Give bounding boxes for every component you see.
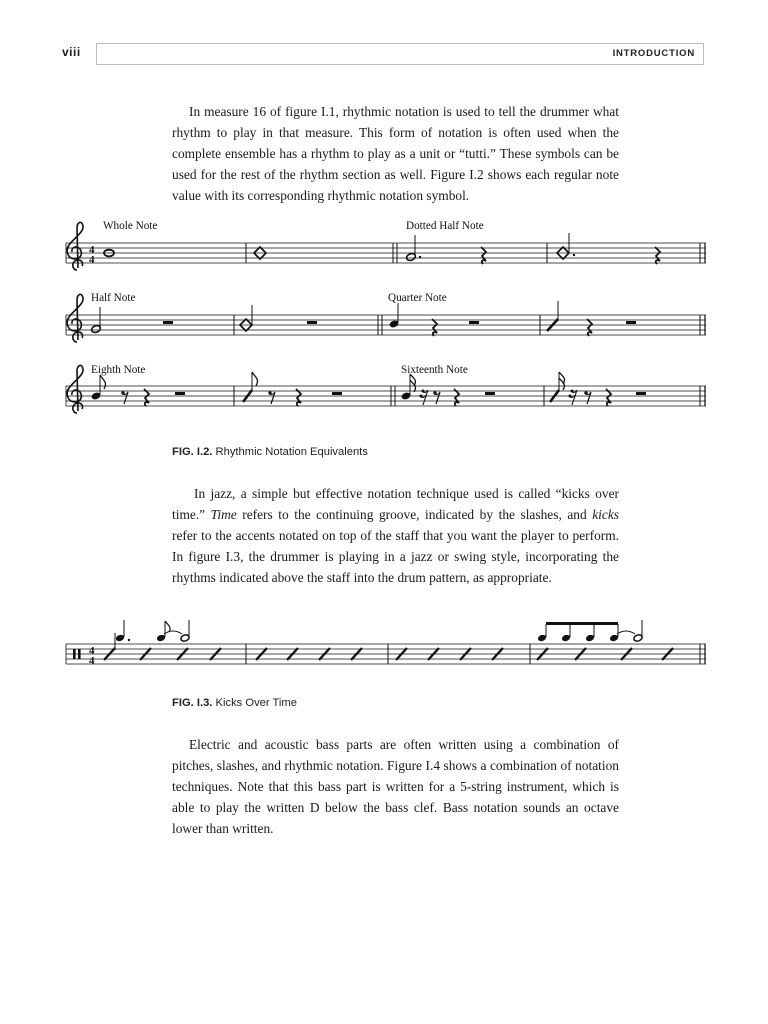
staff-1 bbox=[66, 243, 706, 263]
sixteenth-note bbox=[401, 374, 416, 401]
sixteenth-rest-icon bbox=[420, 390, 429, 406]
eighth-rest-icon bbox=[584, 391, 591, 404]
rhythm-dotted-half-diamond bbox=[557, 233, 575, 259]
label-sixteenth-note: Sixteenth Note bbox=[401, 364, 468, 376]
rhythm-sixteenth-slash bbox=[550, 372, 564, 402]
figure-caption-label: FIG. I.3. bbox=[172, 697, 213, 709]
quarter-rest-icon bbox=[587, 319, 592, 336]
page-number: viii bbox=[62, 45, 81, 59]
eighth-note bbox=[91, 375, 106, 401]
sixteenth-rest-icon bbox=[569, 390, 578, 406]
running-header-title: INTRODUCTION bbox=[612, 48, 695, 59]
label-dotted-half-note: Dotted Half Note bbox=[406, 220, 484, 232]
half-rest-icon bbox=[636, 392, 646, 395]
quarter-rest-icon bbox=[432, 319, 437, 336]
figure-caption-text: Rhythmic Notation Equivalents bbox=[215, 446, 368, 458]
half-rest-icon bbox=[163, 321, 173, 324]
quarter-rest-icon bbox=[144, 389, 149, 406]
eighth-rest-icon bbox=[268, 391, 275, 404]
emphasis-kicks: kicks bbox=[592, 507, 619, 522]
kick-beamed-eighths bbox=[537, 620, 643, 642]
half-rest-icon bbox=[307, 321, 317, 324]
quarter-rest-icon bbox=[655, 247, 660, 264]
half-rest-icon bbox=[626, 321, 636, 324]
label-whole-note: Whole Note bbox=[103, 220, 158, 232]
quarter-rest-icon bbox=[606, 389, 611, 406]
drum-time-signature-bottom: 4 bbox=[89, 655, 95, 667]
paragraph-3-text: Electric and acoustic bass parts are often written using a combination of pitches, slashes, and rhythmic notation. Figure I.4 shows a combination of notation techniques. Note that this bass part is written for a 5-string instrument, which is able to play the written D below the bass clef. Bass notation sounds an octave lower than written. bbox=[172, 737, 619, 836]
figure-caption-i3 bbox=[172, 697, 297, 709]
kick-eighth-tied-half bbox=[156, 620, 190, 642]
label-half-note: Half Note bbox=[91, 292, 136, 304]
eighth-rest-icon bbox=[433, 391, 440, 404]
rhythm-eighth-slash bbox=[243, 372, 257, 402]
paragraph-2-part-2: refers to the continuing groove, indicated by the slashes, and bbox=[236, 507, 593, 522]
half-rest-icon bbox=[469, 321, 479, 324]
paragraph-2-part-3: refer to the accents notated on top of the staff that you want the player to perform. In figure I.3, the drummer is playing in a jazz or swing style, incorporating the rhythms indicated above the staff into the drum pattern, as appropriate. bbox=[172, 528, 619, 585]
rhythm-half-diamond bbox=[240, 305, 252, 331]
paragraph-1-text: In measure 16 of figure I.1, rhythmic notation is used to tell the drummer what rhythm to play in that measure. This form of notation is often used when the complete ensemble has a rhythm to play as a unit or “tutti.” These symbols can be used for the rest of the rhythm section as well. Figure I.2 shows each regular note value with its corresponding rhythmic notation symbol. bbox=[172, 104, 619, 203]
time-signature-bottom: 4 bbox=[89, 254, 95, 266]
half-rest-icon bbox=[332, 392, 342, 395]
staff-2 bbox=[66, 315, 706, 335]
quarter-note bbox=[389, 303, 400, 329]
figure-caption-label: FIG. I.2. bbox=[172, 446, 213, 458]
half-rest-icon bbox=[175, 392, 185, 395]
drum-staff bbox=[66, 644, 706, 664]
drum-time-signature-top: 4 bbox=[89, 645, 95, 657]
paragraph-2-part-1: In jazz, a simple but effective notation technique used is called “kicks over time.” bbox=[172, 486, 619, 522]
quarter-rest-icon bbox=[454, 389, 459, 406]
quarter-rest-icon bbox=[481, 247, 486, 264]
emphasis-time: Time bbox=[210, 507, 237, 522]
half-rest-icon bbox=[485, 392, 495, 395]
label-eighth-note: Eighth Note bbox=[91, 364, 146, 376]
paragraph-3 bbox=[172, 734, 619, 839]
time-signature-top: 4 bbox=[89, 244, 95, 256]
kick-dotted-quarter bbox=[115, 620, 130, 642]
figure-caption-text: Kicks Over Time bbox=[215, 697, 297, 709]
eighth-rest-icon bbox=[121, 391, 128, 404]
label-quarter-note: Quarter Note bbox=[388, 292, 447, 304]
rhythm-quarter-slash bbox=[547, 301, 558, 331]
figure-caption-i2 bbox=[172, 446, 368, 458]
quarter-rest-icon bbox=[296, 389, 301, 406]
paragraph-2 bbox=[172, 483, 619, 588]
